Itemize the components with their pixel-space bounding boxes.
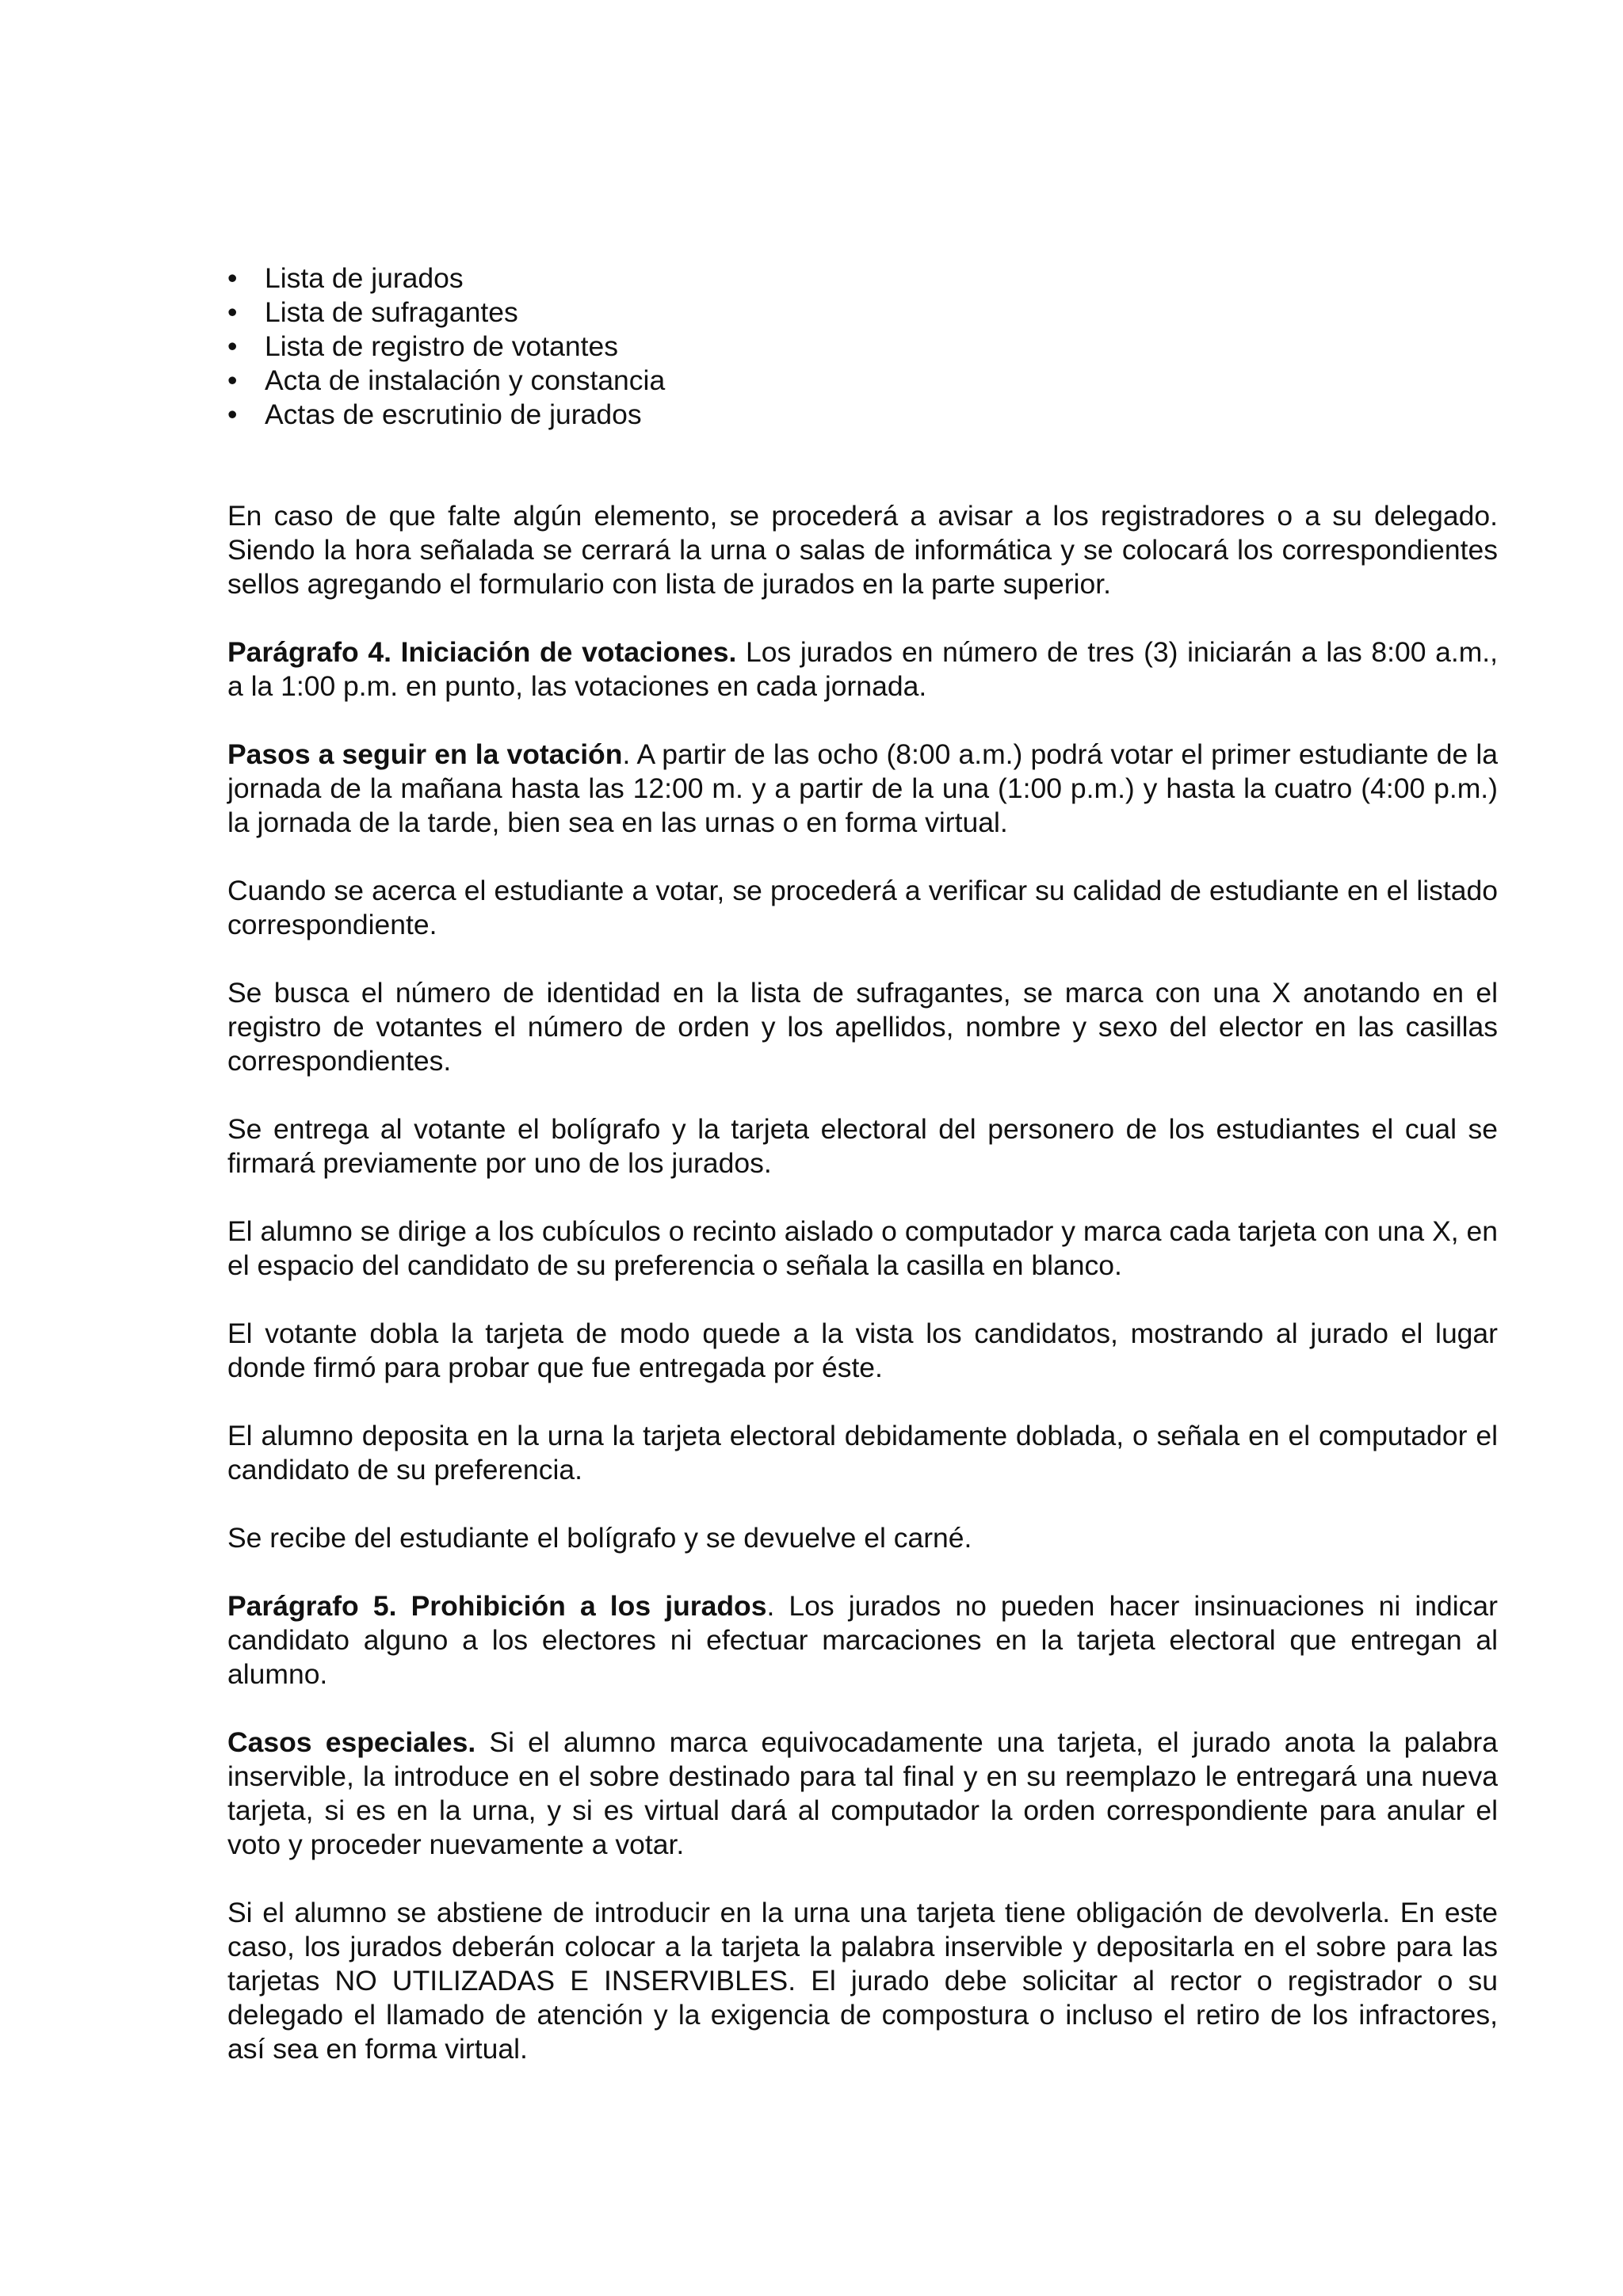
list-item-text: Lista de sufragantes: [265, 296, 518, 328]
paragraph-special-cases: [227, 1726, 1498, 1862]
list-item-text: Lista de jurados: [265, 262, 464, 294]
section-heading: Pasos a seguir en la votación: [227, 738, 623, 770]
paragraph-verify-student: Cuando se acerca el estudiante a votar, se procederá a verificar su calidad de estudiante en el listado correspondiente.: [227, 875, 1498, 940]
section-heading: Casos especiales.: [227, 1726, 476, 1758]
list-item: [227, 261, 1498, 296]
list-item: [227, 296, 1498, 330]
paragraph-body: Los jurados en número de tres (3) iniciarán a las 8:00 a.m., a la 1:00 p.m. en punto, las votaciones en cada jornada.: [227, 636, 1498, 702]
list-item-text: Lista de registro de votantes: [265, 330, 618, 362]
paragraph-juror-prohibition: [227, 1589, 1498, 1691]
document-page: [227, 261, 1498, 2066]
paragraph-voting-start: [227, 635, 1498, 704]
required-items-list: [227, 261, 1498, 432]
paragraph-voting-steps: [227, 738, 1498, 840]
paragraph-identity-check: Se busca el número de identidad en la lista de sufragantes, se marca con una X anotando en el registro de votantes el número de orden y los apellidos, nombre y sexo del elector en las casillas correspondientes.: [227, 977, 1498, 1077]
paragraph-ballot-delivery: Se entrega al votante el bolígrafo y la tarjeta electoral del personero de los estudiantes el cual se firmará previamente por uno de los jurados.: [227, 1113, 1498, 1179]
list-item: [227, 364, 1498, 398]
paragraph-fold-ballot: El votante dobla la tarjeta de modo quede a la vista los candidatos, mostrando al jurado el lugar donde firmó para probar que fue entregada por éste.: [227, 1318, 1498, 1383]
paragraph-abstention: Si el alumno se abstiene de introducir en la urna una tarjeta tiene obligación de devolverla. En este caso, los jurados deberán colocar a la tarjeta la palabra inservible y depositarla en el sobre para las tarjetas NO UTILIZADAS E INSERVIBLES. El jurado debe solicitar al rector o registrador o su delegado el llamado de atención y la exigencia de compostura o incluso el retiro de los infractores, así sea en forma virtual.: [227, 1897, 1498, 2065]
paragraph-body: . Los jurados no pueden hacer insinuaciones ni indicar candidato alguno a los electores ni efectuar marcaciones en la tarjeta electoral que entregan al alumno.: [227, 1590, 1498, 1690]
list-item: [227, 330, 1498, 364]
paragraph-body: . A partir de las ocho (8:00 a.m.) podrá votar el primer estudiante de la jornada de la mañana hasta las 12:00 m. y a partir de la una (1:00 p.m.) y hasta la cuatro (4:00 p.m.) la jornada de la tarde, bien sea en las urnas o en forma virtual.: [227, 738, 1498, 838]
paragraph-body: Si el alumno marca equivocadamente una tarjeta, el jurado anota la palabra inservible, la introduce en el sobre destinado para tal final y en su reemplazo le entregará una nueva tarjeta, si es en la urna, y si es virtual dará al computador la orden correspondiente para anular el voto y proceder nuevamente a votar.: [227, 1726, 1498, 1860]
section-heading: Parágrafo 4. Iniciación de votaciones.: [227, 636, 737, 668]
bullet-icon: •: [227, 262, 238, 294]
list-item: [227, 398, 1498, 432]
paragraph-return-pen: Se recibe del estudiante el bolígrafo y se devuelve el carné.: [227, 1522, 972, 1554]
list-item-text: Acta de instalación y constancia: [265, 364, 666, 396]
bullet-icon: •: [227, 399, 238, 430]
paragraph-mark-ballot: El alumno se dirige a los cubículos o recinto aislado o computador y marca cada tarjeta con una X, en el espacio del candidato de su preferencia o señala la casilla en blanco.: [227, 1215, 1498, 1281]
paragraph-deposit-ballot: El alumno deposita en la urna la tarjeta electoral debidamente doblada, o señala en el computador el candidato de su preferencia.: [227, 1420, 1498, 1486]
bullet-icon: •: [227, 330, 238, 362]
bullet-icon: •: [227, 364, 238, 396]
list-item-text: Actas de escrutinio de jurados: [265, 399, 642, 430]
section-heading: Parágrafo 5. Prohibición a los jurados: [227, 1590, 767, 1622]
bullet-icon: •: [227, 296, 238, 328]
paragraph-missing-elements: En caso de que falte algún elemento, se procederá a avisar a los registradores o a su delegado. Siendo la hora señalada se cerrará la urna o salas de informática y se colocará los correspondientes sellos agregando el formulario con lista de jurados en la parte superior.: [227, 500, 1498, 600]
